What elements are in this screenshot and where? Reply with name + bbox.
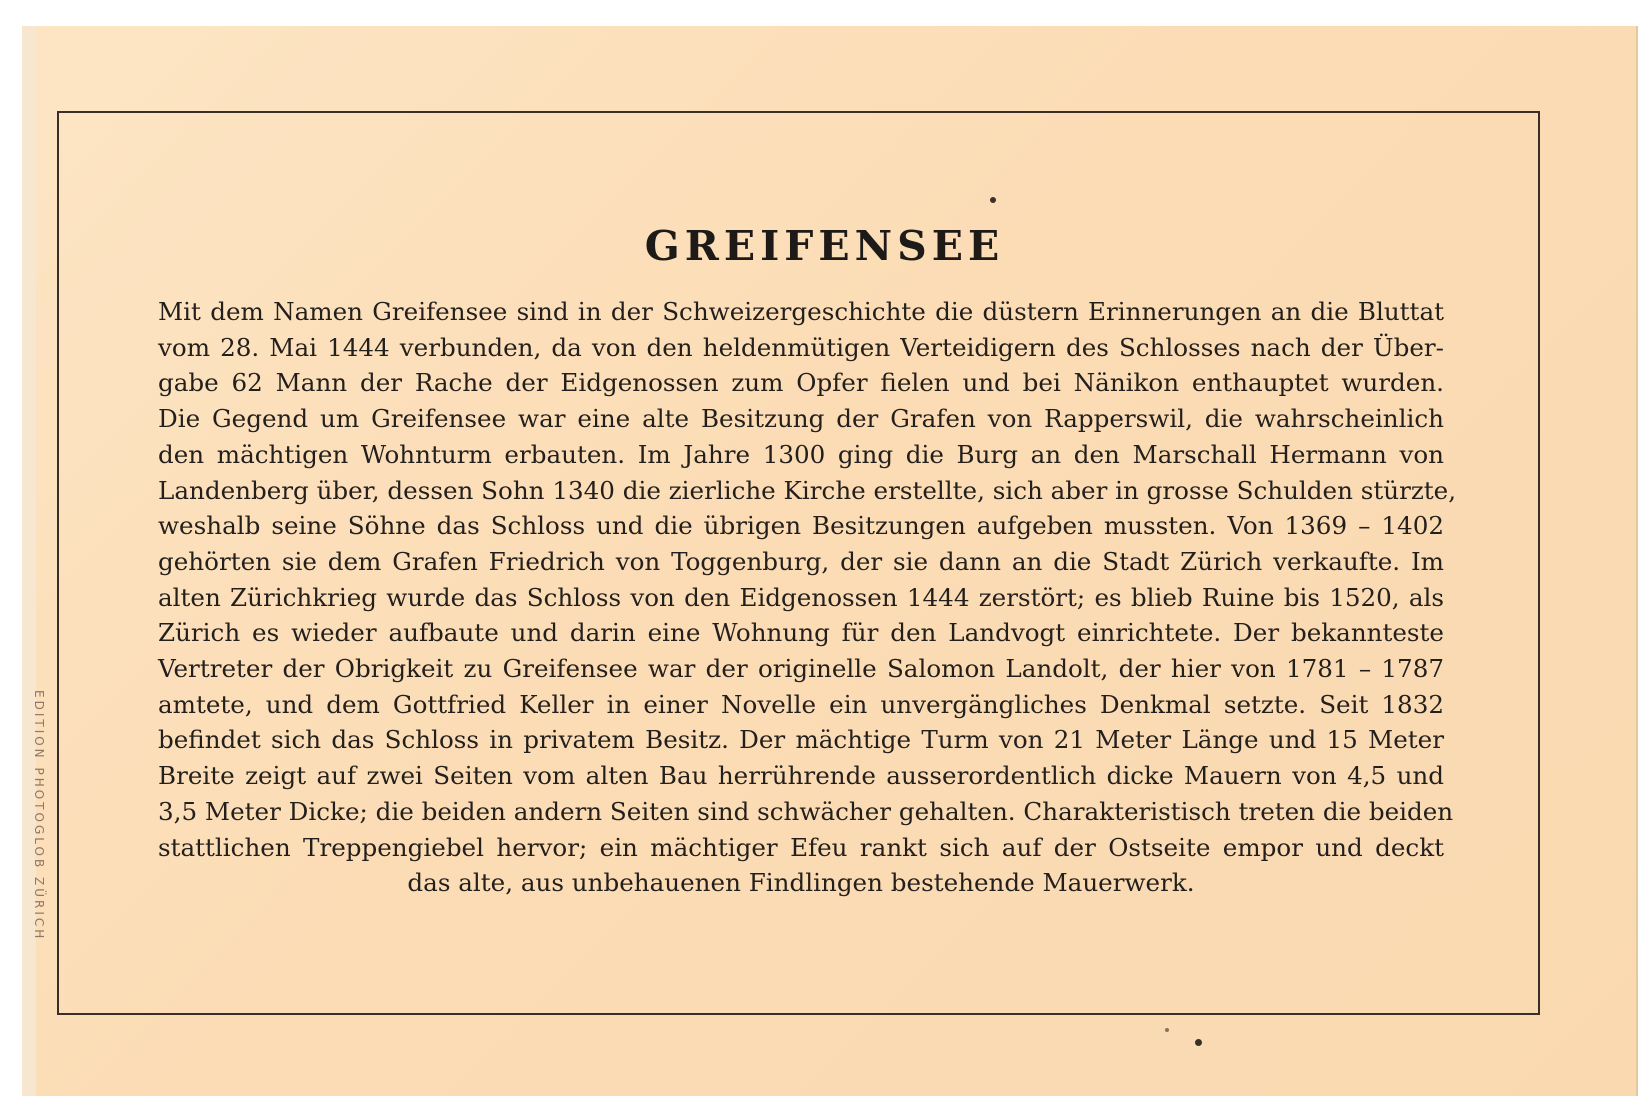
text-line: gehörten sie dem Grafen Friedrich von Toggenburg, der sie dann an die Stadt Zürich verkaufte. Im <box>158 546 1444 576</box>
text-line: Zürich es wieder aufbaute und darin eine Wohnung für den Landvogt einrichtete. Der bekannteste <box>158 618 1444 648</box>
text-line: Vertreter der Obrigkeit zu Greifensee war der originelle Salomon Landolt, der hier von 1781 – 1787 <box>158 654 1444 684</box>
text-line: vom 28. Mai 1444 verbunden, da von den heldenmütigen Verteidigern des Schlosses nach der Über- <box>158 332 1444 362</box>
text-line: Mit dem Namen Greifensee sind in der Schweizergeschichte die düstern Erinnerungen an die Bluttat <box>158 297 1444 326</box>
text-line: 3,5 Meter Dicke; die beiden andern Seiten sind schwächer gehalten. Charakteristisch treten die beiden <box>158 796 1454 826</box>
ink-speck <box>1195 1039 1202 1046</box>
text-line: Landenberg über, dessen Sohn 1340 die zierliche Kirche erstellte, sich aber in grosse Schulden stürzte, <box>158 475 1457 505</box>
text-line: den mächtigen Wohnturm erbauten. Im Jahre 1300 ging die Burg an den Marschall Hermann von <box>158 439 1444 469</box>
text-line: amtete, und dem Gottfried Keller in einer Novelle ein unvergängliches Denkmal setzte. Seit 1832 <box>158 689 1444 719</box>
body-text <box>158 294 1457 901</box>
ink-speck <box>990 197 996 203</box>
text-line: Die Gegend um Greifensee war eine alte Besitzung der Grafen von Rapperswil, die wahrscheinlich <box>158 404 1444 434</box>
text-line: alten Zürichkrieg wurde das Schloss von den Eidgenossen 1444 zerstört; es blieb Ruine bis 1520, als <box>158 582 1444 612</box>
text-line: gabe 62 Mann der Rache der Eidgenossen zum Opfer fielen und bei Nänikon enthauptet wurden. <box>158 368 1444 398</box>
text-line: stattlichen Treppengiebel hervor; ein mächtiger Efeu rankt sich auf der Ostseite empor und deckt <box>158 832 1444 862</box>
ink-speck <box>1165 1028 1169 1032</box>
page-title: GREIFENSEE <box>644 222 1005 270</box>
text-line: das alte, aus unbehauenen Findlingen bestehende Mauerwerk. <box>407 868 1195 898</box>
text-line: Breite zeigt auf zwei Seiten vom alten Bau herrührende ausserordentlich dicke Mauern von 4,5 und <box>158 761 1444 791</box>
publisher-imprint: EDITION PHOTOGLOB ZÜRICH <box>32 690 46 942</box>
text-line: befindet sich das Schloss in privatem Besitz. Der mächtige Turm von 21 Meter Länge und 15 Meter <box>158 725 1444 755</box>
text-line: weshalb seine Söhne das Schloss und die übrigen Besitzungen aufgeben mussten. Von 1369 – 1402 <box>158 511 1444 541</box>
